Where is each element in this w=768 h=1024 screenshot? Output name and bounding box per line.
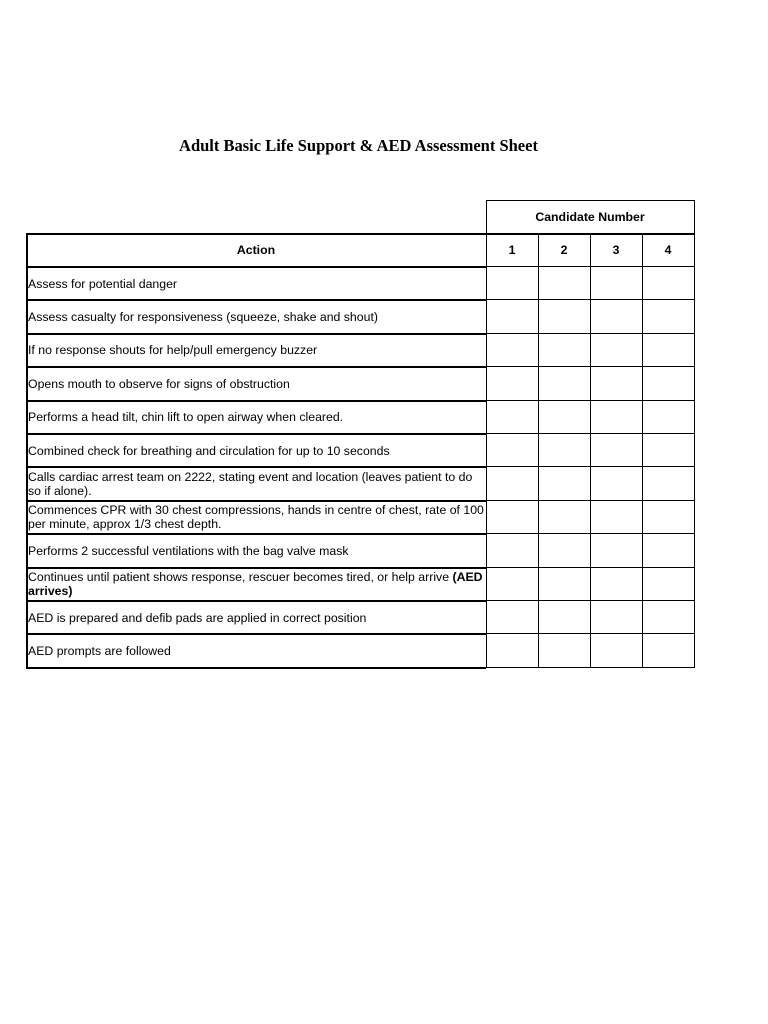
action-text: AED prompts are followed — [28, 644, 171, 659]
score-cell[interactable] — [642, 433, 694, 466]
action-row-label — [28, 435, 486, 466]
table-rule — [26, 667, 486, 669]
action-row-label — [28, 301, 486, 332]
score-cell[interactable] — [590, 433, 642, 466]
score-cell[interactable] — [486, 500, 538, 533]
score-cell[interactable] — [486, 366, 538, 399]
candidate-number-header: Candidate Number — [535, 209, 645, 224]
table-rule — [694, 233, 695, 668]
score-cell[interactable] — [590, 299, 642, 332]
score-cell[interactable] — [642, 600, 694, 633]
score-cell[interactable] — [486, 266, 538, 299]
score-cell[interactable] — [590, 633, 642, 666]
score-cell[interactable] — [590, 500, 642, 533]
score-cell[interactable] — [590, 466, 642, 499]
action-row-label — [28, 268, 486, 299]
score-cell[interactable] — [642, 400, 694, 433]
action-text: If no response shouts for help/pull emergency buzzer — [28, 343, 318, 358]
score-cell[interactable] — [486, 633, 538, 666]
action-text: Continues until patient shows response, rescuer becomes tired, or help arrive (AED arrives) — [28, 570, 483, 599]
action-row-label — [28, 368, 486, 399]
table-rule — [694, 200, 695, 233]
action-column-header: Action — [236, 242, 276, 257]
score-cell[interactable] — [538, 366, 590, 399]
candidate-3-header: 3 — [612, 242, 620, 257]
candidate-4-header: 4 — [664, 242, 672, 257]
score-cell[interactable] — [538, 500, 590, 533]
score-cell[interactable] — [642, 500, 694, 533]
score-cell[interactable] — [486, 466, 538, 499]
score-cell[interactable] — [590, 567, 642, 600]
score-cell[interactable] — [590, 400, 642, 433]
action-row-label — [28, 635, 486, 666]
score-cell[interactable] — [642, 366, 694, 399]
score-cell[interactable] — [486, 333, 538, 366]
score-cell[interactable] — [538, 333, 590, 366]
action-text: AED is prepared and defib pads are applied in correct position — [28, 610, 367, 625]
score-cell[interactable] — [486, 299, 538, 332]
score-cell[interactable] — [486, 567, 538, 600]
score-cell[interactable] — [486, 433, 538, 466]
score-cell[interactable] — [642, 633, 694, 666]
score-cell[interactable] — [642, 567, 694, 600]
score-cell[interactable] — [642, 299, 694, 332]
candidate-1-header: 1 — [508, 242, 516, 257]
score-cell[interactable] — [538, 567, 590, 600]
action-text: Calls cardiac arrest team on 2222, stating event and location (leaves patient to do so if alone). — [28, 470, 473, 499]
score-cell[interactable] — [486, 400, 538, 433]
action-text: Performs 2 successful ventilations with the bag valve mask — [28, 543, 349, 558]
score-cell[interactable] — [538, 433, 590, 466]
action-row-label — [28, 402, 486, 433]
action-text: Assess for potential danger — [28, 276, 178, 291]
score-cell[interactable] — [642, 533, 694, 566]
score-cell[interactable] — [590, 533, 642, 566]
score-cell[interactable] — [642, 266, 694, 299]
score-cell[interactable] — [486, 600, 538, 633]
score-cell[interactable] — [538, 633, 590, 666]
action-row-label — [28, 602, 486, 633]
score-cell[interactable] — [642, 466, 694, 499]
action-text: Performs a head tilt, chin lift to open airway when cleared. — [28, 410, 344, 425]
score-cell[interactable] — [590, 366, 642, 399]
score-cell[interactable] — [486, 533, 538, 566]
score-cell[interactable] — [538, 266, 590, 299]
table-rule — [486, 200, 695, 201]
action-row-label — [28, 569, 486, 600]
score-cell[interactable] — [538, 600, 590, 633]
action-text: Assess casualty for responsiveness (squeeze, shake and shout) — [28, 310, 378, 325]
page-title: Adult Basic Life Support & AED Assessment Sheet — [179, 136, 538, 155]
score-cell[interactable] — [538, 466, 590, 499]
score-cell[interactable] — [538, 533, 590, 566]
action-row-label — [28, 535, 486, 566]
action-text: Commences CPR with 30 chest compressions, hands in centre of chest, rate of 100 per minute, approx 1/3 chest depth. — [28, 503, 484, 532]
score-cell[interactable] — [538, 400, 590, 433]
action-text-emphasis: (AED arrives) — [28, 570, 483, 599]
candidate-2-header: 2 — [560, 242, 568, 257]
action-row-label — [28, 502, 486, 533]
action-text: Opens mouth to observe for signs of obstruction — [28, 376, 290, 391]
score-cell[interactable] — [538, 299, 590, 332]
action-row-label — [28, 468, 486, 499]
table-rule — [486, 200, 487, 233]
score-cell[interactable] — [642, 333, 694, 366]
action-row-label — [28, 335, 486, 366]
score-cell[interactable] — [590, 333, 642, 366]
score-cell[interactable] — [590, 600, 642, 633]
action-text: Combined check for breathing and circulation for up to 10 seconds — [28, 443, 390, 458]
score-cell[interactable] — [590, 266, 642, 299]
